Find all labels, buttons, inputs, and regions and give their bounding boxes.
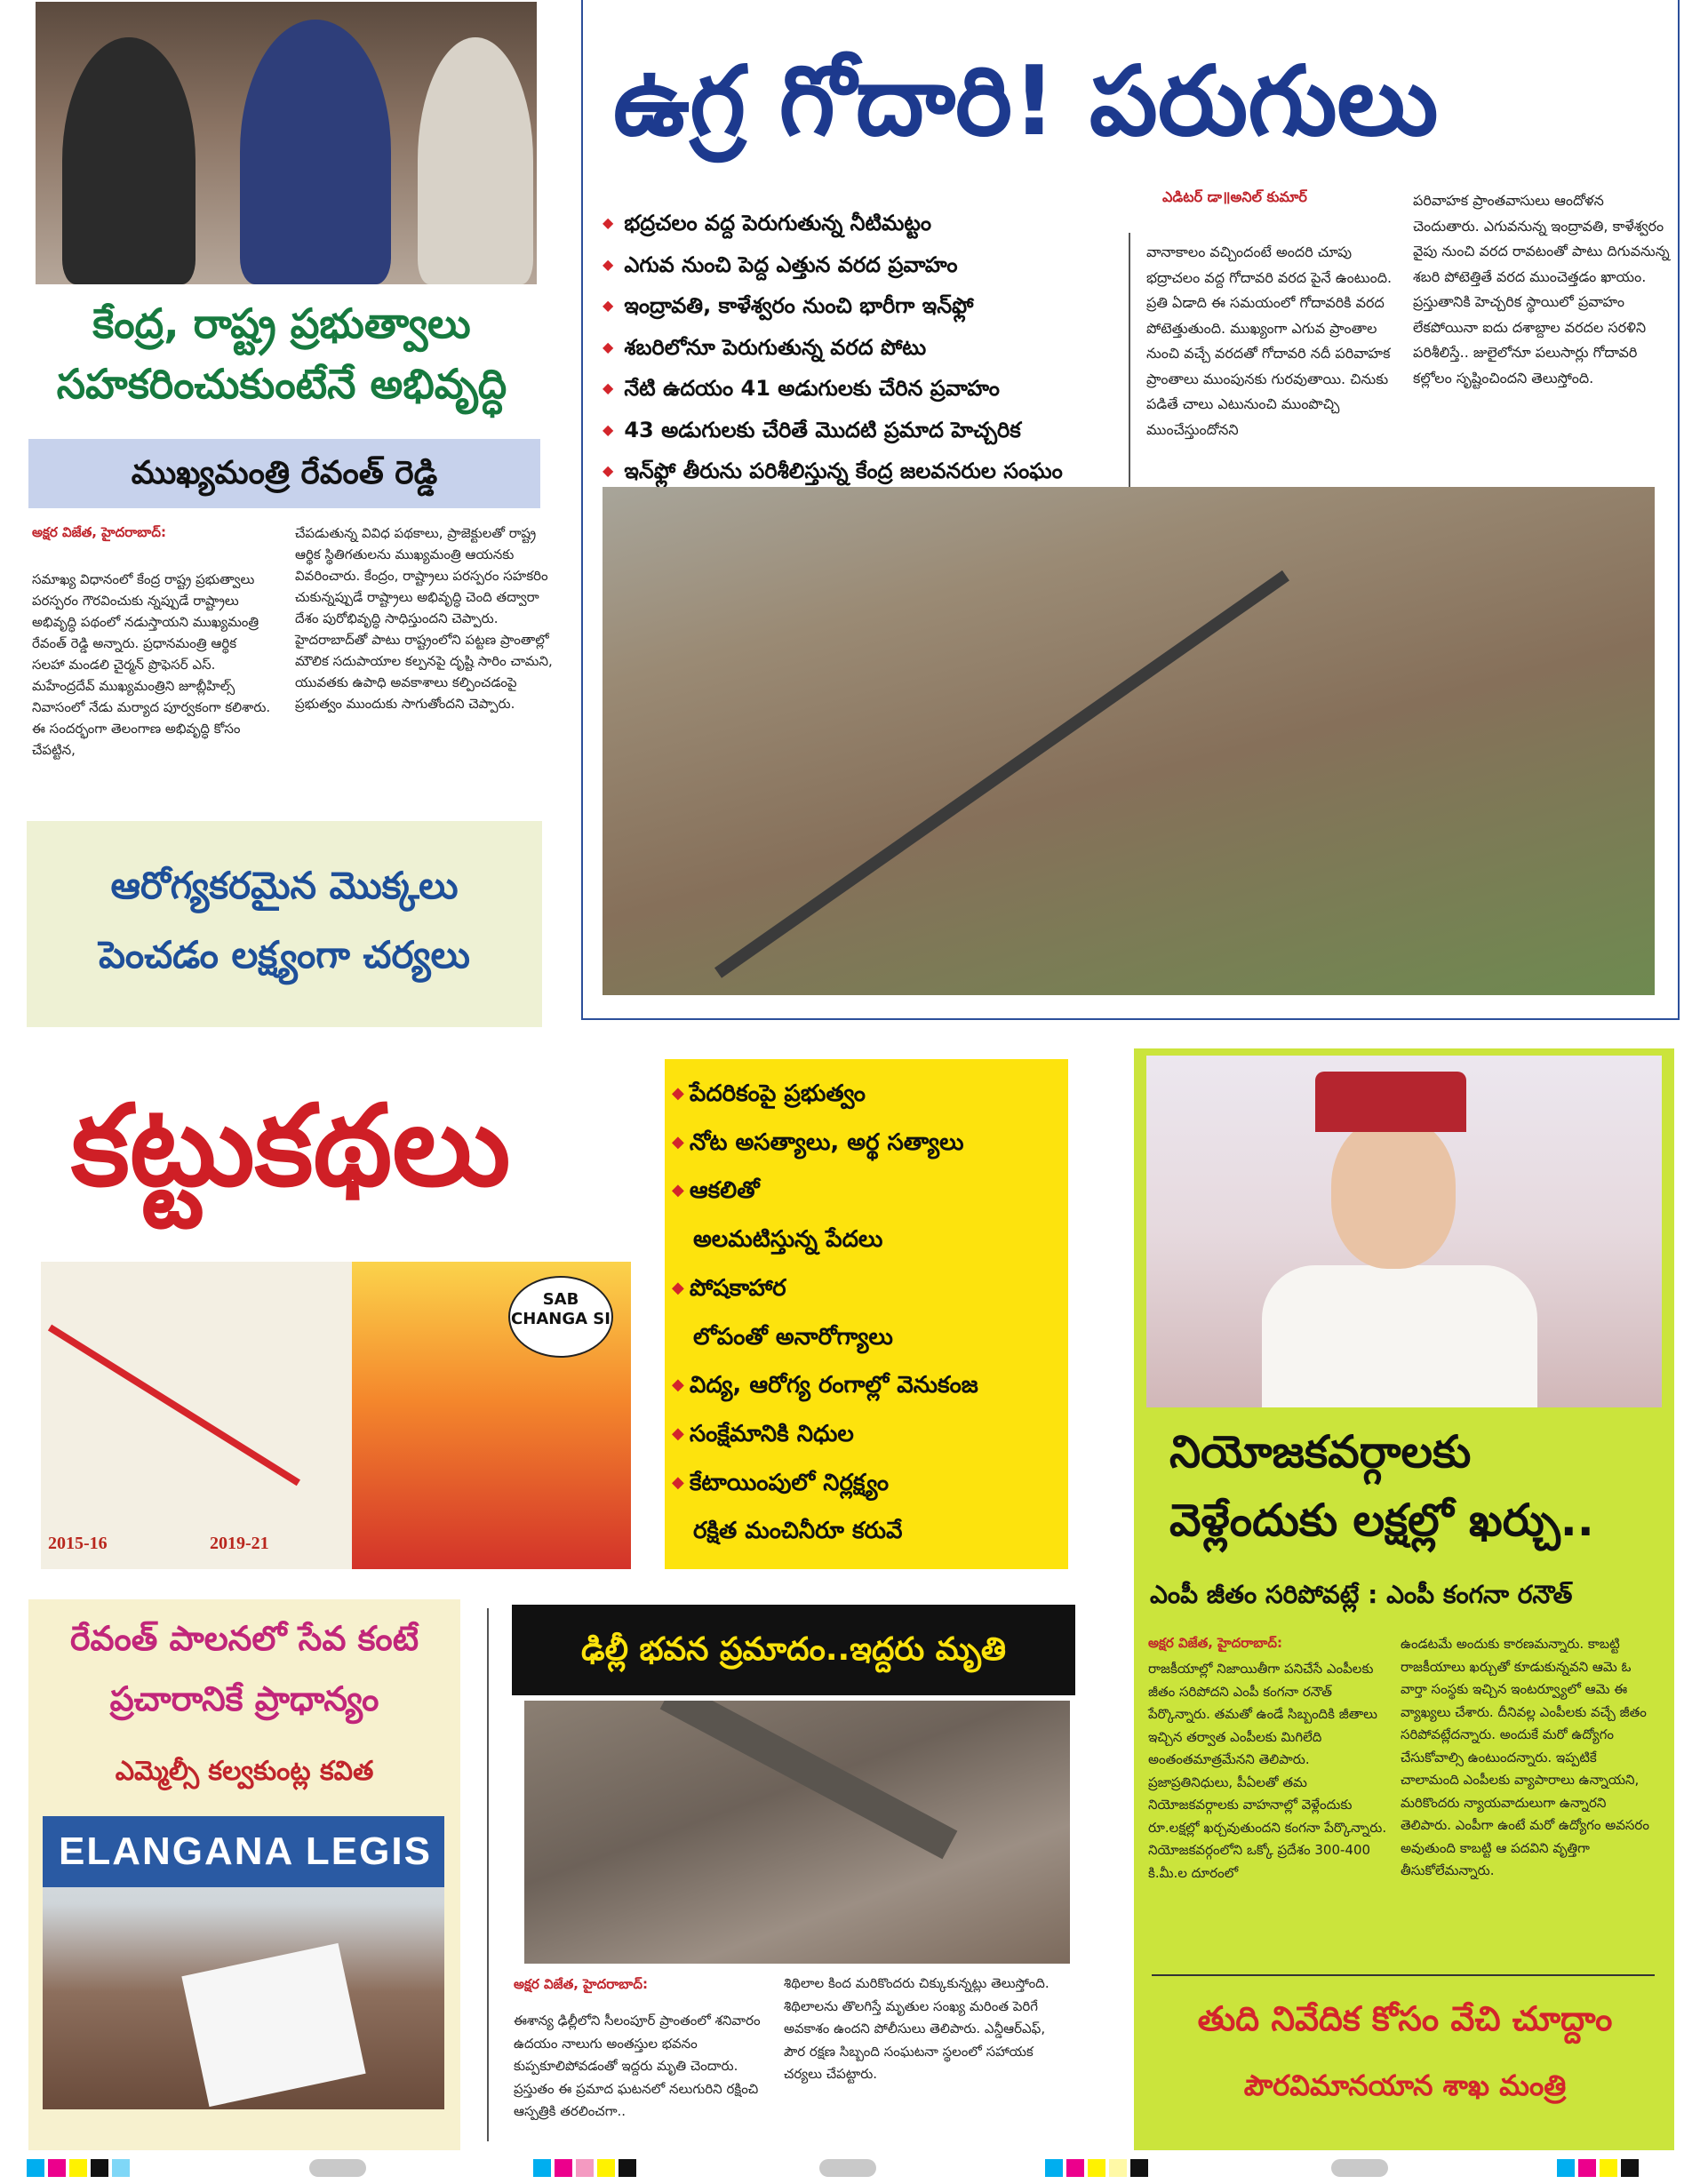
bullet-diamond-icon: ◆	[603, 420, 614, 438]
bullet-diamond-icon: ◆	[603, 338, 614, 355]
katu-list-item	[672, 1070, 1061, 1119]
flood-body-column-2: పరివాహక ప్రాంతవాసులు ఆందోళన చెందుతారు. ఎగువనున్న ఇంద్రావతి, కాళేశ్వరం వైపు నుంచి వరద రావటంతో పాటు దిగువనున్న శబరి పోటెత్తితే వరద ముంచెత్తడం ఖాయం. ప్రస్తుతానికి హెచ్చరిక స్థాయిలో ప్రవాహం లేకపోయినా ఐదు దశాబ్దాల వరదల సరళిని పరిశీలిస్తే.. జులైలోనూ పలుసార్లు గోదావరి కల్లోలం సృష్టించిందని తెలుస్తోంది.	[1413, 192, 1670, 387]
kangana-divider	[1152, 1974, 1655, 1976]
registration-marks-1	[27, 2157, 130, 2179]
registration-pill-2	[819, 2159, 876, 2177]
kangana-dateline: అక్షర విజేత, హైదరాబాద్:	[1148, 1635, 1282, 1651]
document-in-hand	[181, 1943, 365, 2107]
bullet-diamond-icon: ◆	[603, 297, 614, 314]
katu-list-text: లోపంతో అనారోగ్యాలు	[693, 1323, 893, 1351]
cm-body-column-1: సమాఖ్య విధానంలో కేంద్ర రాష్ట్ర ప్రభుత్వాలు పరస్పరం గౌరవించుకు న్నప్పుడే రాష్ట్రాలు అభివృద్ధి పథంలో నడుస్తాయని ముఖ్యమంత్రి రేవంత్ రెడ్డి అన్నారు. ప్రధానమంత్రి ఆర్థిక సలహా మండలి చైర్మన్ ప్రొఫెసర్ ఎస్. మహేంద్రదేవ్ ముఖ్యమంత్రిని జూబ్లీహిల్స్ నివాసంలో నేడు మర్యాద పూర్వకంగా కలిశారు. ఈ సందర్భంగా తెలంగాణ అభివృద్ధి కోసం చేపట్టిన,	[32, 571, 271, 758]
cm-body-column-2: చేపడుతున్న వివిధ పథకాలు, ప్రాజెక్టులతో రాష్ట్ర ఆర్థిక స్థితిగతులను ముఖ్యమంత్రి ఆయనకు వివరించారు. కేంద్రం, రాష్ట్రాలు పరస్పరం సహకరిం చుకున్నప్పుడే రాష్ట్రాలు అభివృద్ధి చెంది తద్వారా దేశం పురోభివృద్ధి సాధిస్తుందని చెప్పారు. హైదరాబాద్‌తో పాటు రాష్ట్రంలోని పట్టణ ప్రాంతాల్లో మౌలిక సదుపాయాల కల్పనపై దృష్టి సారిం చామని, యువతకు ఉపాధి అవకాశాలు కల్పించడంపై ప్రభుత్వం ముందుకు సాగుతోందని చెప్పారు.	[295, 525, 553, 712]
katu-list-item	[672, 1361, 1061, 1410]
poverty-cartoon	[41, 1262, 631, 1569]
katu-list-text: సంక్షేమానికి నిధుల	[689, 1420, 854, 1447]
katu-list-text: నోట అసత్యాలు, అర్థ సత్యాలు	[689, 1128, 964, 1156]
registration-marks-3	[1045, 2157, 1148, 2179]
cm-meeting-photo	[36, 2, 537, 284]
kangana-body-column-2: ఉండటమే అందుకు కారణమన్నారు. కాబట్టి రాజకీయాలు ఖర్చుతో కూడుకున్నవని ఆమె ఓ వార్తా సంస్థకు ఇచ్చిన ఇంటర్వ్యూలో ఆమె ఈ వ్యాఖ్యలు చేశారు. దీనివల్ల ఎంపీలకు వచ్చే జీతం సరిపోవట్లేదన్నారు. అందుకే మరో ఉద్యోగం చేసుకోవాల్సి ఉంటుందన్నారు. ఇప్పటికే చాలామంది ఎంపీలకు వ్యాపారాలు ఉన్నాయని, మరికొందరు న్యాయవాదులుగా ఉన్నారని తెలిపారు. ఎంపీగా ఉంటే మరో ఉద్యోగం అవసరం అవుతుంది కాబట్టి ఆ పదవిని వృత్తిగా తీసుకోలేమన్నారు.	[1401, 1636, 1649, 1878]
kangana-headline-line2: వెళ్లేందుకు లక్షల్లో ఖర్చు..	[1169, 1495, 1594, 1546]
flood-byline: ఎడిటర్ డా॥అనిల్ కుమార్	[1162, 188, 1307, 205]
bullet-diamond-icon: ◆	[672, 1375, 684, 1395]
katu-list-text: పోషకాహార	[689, 1274, 786, 1302]
cm-headline	[20, 293, 544, 414]
flood-bullet-text: భద్రచలం వద్ద పెరుగుతున్న నీటిమట్టం	[624, 211, 932, 235]
kavitha-headline-line1: రేవంత్ పాలనలో సేవ కంటే	[69, 1619, 419, 1658]
barrage-aerial-photo	[603, 487, 1655, 995]
flood-bullet-item	[603, 327, 1136, 369]
flood-bullet-text: ఎగువ నుంచి పెద్ద ఎత్తున వరద ప్రవాహం	[624, 251, 958, 277]
flood-column-divider	[1129, 233, 1130, 519]
registration-pill-3	[1331, 2159, 1388, 2177]
flood-bullet-item	[603, 203, 1136, 244]
katu-list-text: విద్య, ఆరోగ్య రంగాల్లో వెనుకంజ	[689, 1372, 978, 1399]
plants-headline-box	[27, 821, 542, 1027]
katu-list-item	[672, 1507, 1061, 1556]
flood-bullet-text: ఇంద్రావతి, కాళేశ్వరం నుంచి భారీగా ఇన్‌ఫ్లో	[624, 293, 974, 318]
katu-list-text: రక్షిత మంచినీరూ కరువే	[693, 1518, 903, 1545]
kangana-body-column-1: రాజకీయాల్లో నిజాయితీగా పనిచేసే ఎంపీలకు జీతం సరిపోదని ఎంపీ కంగనా రనౌత్ పేర్కొన్నారు. తమతో ఉండే సిబ్బందికి జీతాలు ఇచ్చిన తర్వాత ఎంపీలకు మిగిలేది అంతంతమాత్రమేనని తెలిపారు. ప్రజాప్రతినిధులు, పీఏలతో తమ నియోజకవర్గాలకు వాహనాల్లో వెళ్లేందుకు రూ.లక్షల్లో ఖర్చవుతుందని కంగనా పేర్కొన్నారు. నియోజకవర్గంలోని ఒక్కో ప్రదేశం 300-400 కి.మీ.ల దూరంలో	[1148, 1661, 1387, 1881]
cartoon-year-2: 2019-21	[210, 1534, 269, 1553]
bullet-diamond-icon: ◆	[603, 462, 614, 479]
cm-headline-line1: కేంద్ర, రాష్ట్ర ప్రభుత్వాలు	[92, 299, 471, 347]
bullet-diamond-icon: ◆	[603, 214, 614, 231]
registration-marks-4	[1557, 2157, 1639, 2179]
bullet-diamond-icon: ◆	[603, 255, 614, 273]
cm-dateline: అక్షర విజేత, హైదరాబాద్:	[32, 524, 166, 540]
delhi-body-column-2: శిథిలాల కింద మరికొందరు చిక్కుకున్నట్లు తెలుస్తోంది. శిథిలాలను తొలగిస్తే మృతుల సంఖ్య మరింత పెరిగే అవకాశం ఉందని పోలీసులు తెలిపారు. ఎన్డీఆర్ఎఫ్, పౌర రక్షణ సిబ్బంది సంఘటనా స్థలంలో సహాయక చర్యలు చేపట్టారు.	[784, 1975, 1050, 2082]
katu-bullet-list	[665, 1059, 1068, 1569]
cm-subtitle: ముఖ్యమంత్రి రేవంత్ రెడ్డి	[28, 439, 540, 508]
flood-bullet-item	[603, 368, 1136, 410]
plants-headline-line1: ఆరోగ్యకరమైన మొక్కలు	[110, 864, 459, 907]
delhi-dateline: అక్షర విజేత, హైదరాబాద్:	[514, 1976, 648, 1992]
aviation-subtitle: పౌరవిమానయాన శాఖ మంత్రి	[1243, 2068, 1567, 2102]
flood-bullet-text: శబరిలోనూ పెరుగుతున్న వరద పోటు	[624, 334, 927, 360]
cartoon-decline-arrow	[48, 1325, 300, 1487]
katu-list-text: అలమటిస్తున్న పేదలు	[693, 1226, 883, 1254]
cm-headline-line2: సహకరించుకుంటేనే అభివృద్ధి	[56, 360, 507, 408]
cartoon-year-1: 2015-16	[48, 1534, 108, 1553]
bullet-diamond-icon: ◆	[672, 1181, 684, 1200]
katu-list-item	[672, 1313, 1061, 1362]
assembly-banner: ELANGANA LEGIS	[43, 1816, 444, 1887]
flood-bullet-text: ఇన్‌ఫ్లో తీరును పరిశీలిస్తున్న కేంద్ర జలవనరుల సంఘం	[624, 458, 1063, 483]
bullet-diamond-icon: ◆	[672, 1472, 684, 1492]
katu-list-text: కేటాయింపులో నిర్లక్ష్యం	[689, 1469, 890, 1496]
kavitha-headline	[32, 1608, 457, 1729]
kavitha-subtitle: ఎమ్మెల్సీ కల్వకుంట్ల కవిత	[115, 1756, 374, 1787]
bullet-diamond-icon: ◆	[672, 1132, 684, 1152]
katu-list-item	[672, 1459, 1061, 1508]
katu-list-item	[672, 1410, 1061, 1459]
katu-headline: కట్టుకథలు	[71, 1080, 511, 1211]
kavitha-photo	[43, 1816, 444, 2109]
barrage-bridge	[714, 570, 1289, 978]
bullet-diamond-icon: ◆	[603, 379, 614, 396]
plants-headline-line2: పెంచడం లక్ష్యంగా చర్యలు	[99, 933, 470, 976]
registration-pill-1	[309, 2159, 366, 2177]
registration-marks-2	[533, 2157, 636, 2179]
delhi-headline: ఢిల్లీ భవన ప్రమాదం..ఇద్దరు మృతి	[512, 1605, 1075, 1695]
flood-bullet-text: 43 అడుగులకు చేరితే మొదటి ప్రమాద హెచ్చరిక	[624, 417, 1021, 442]
flood-bullet-item	[603, 410, 1136, 451]
delhi-column-divider	[487, 1608, 489, 2141]
flood-bullet-item	[603, 450, 1136, 492]
flood-body-column-1: వానాకాలం వచ్చిందంటే అందరి చూపు భద్రాచలం వద్ద గోదావరి వరద పైనే ఉంటుంది. ప్రతి ఏడాది ఈ సమయంలో గోదావరికి వరద పోటెత్తుతుంది. ముఖ్యంగా ఎగువ ప్రాంతాల నుంచి వచ్చే వరదతో గోదావరి నదీ పరివాహక ప్రాంతాలు ముంపునకు గురవుతాయి. చినుకు పడితే చాలు ఎటునుంచి ముంపొచ్చి ముంచేస్తుందోనని	[1146, 243, 1393, 438]
kangana-headline	[1169, 1418, 1667, 1555]
flood-bullet-item	[603, 244, 1136, 286]
kangana-subtitle: ఎంపీ జీతం సరిపోవట్లే : ఎంపీ కంగనా రనౌత్	[1150, 1580, 1573, 1609]
kavitha-headline-line2: ప్రచారానికే ప్రాధాన్యం	[109, 1679, 379, 1718]
katu-list-item	[672, 1216, 1061, 1264]
aviation-headline: తుది నివేదిక కోసం వేచి చూద్దాం	[1197, 1999, 1613, 2038]
fallen-slab	[660, 1701, 958, 1859]
collapsed-building-photo	[524, 1701, 1070, 1964]
katu-list-item	[672, 1119, 1061, 1168]
katu-list-item	[672, 1264, 1061, 1313]
bullet-diamond-icon: ◆	[672, 1278, 684, 1297]
katu-list-text: పేదరికంపై ప్రభుత్వం	[689, 1080, 866, 1107]
flood-bullet-item	[603, 285, 1136, 327]
bullet-diamond-icon: ◆	[672, 1084, 684, 1103]
flood-headline: ఉగ్ర గోదారి! పరుగులు	[613, 46, 1439, 157]
bullet-diamond-icon: ◆	[672, 1423, 684, 1443]
kangana-headline-line1: నియోజకవర్గాలకు	[1169, 1426, 1472, 1478]
flood-bullet-text: నేటి ఉదయం 41 అడుగులకు చేరిన ప్రవాహం	[624, 376, 1000, 401]
cartoon-speech-bubble: SAB CHANGA SI	[508, 1276, 613, 1358]
katu-list-item	[672, 1167, 1061, 1216]
kangana-photo	[1146, 1056, 1662, 1407]
katu-list-text: ఆకలితో	[689, 1177, 760, 1205]
delhi-body-column-1: ఈశాన్య ఢిల్లీలోని సీలంపూర్ ప్రాంతంలో శనివారం ఉదయం నాలుగు అంతస్తుల భవనం కుప్పకూలిపోవడంతో ఇద్దరు మృతి చెందారు. ప్రస్తుతం ఈ ప్రమాద ఘటనలో నలుగురిని రక్షించి ఆస్పత్రికి తరలించగా..	[514, 2013, 761, 2119]
